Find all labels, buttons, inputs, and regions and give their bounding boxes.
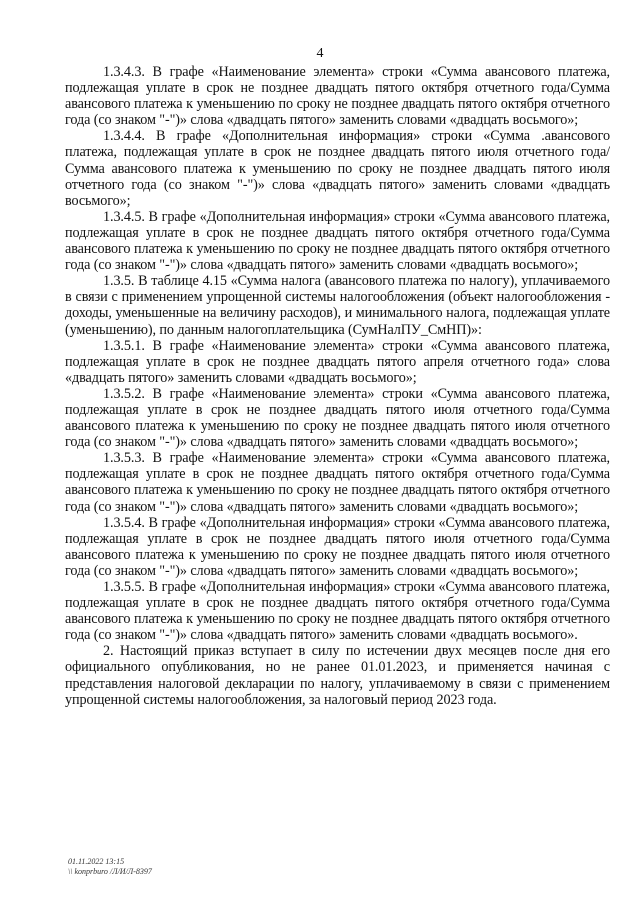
footer-timestamp: 01.11.2022 13:15 <box>68 857 125 866</box>
footer-stamp <box>68 857 152 877</box>
paragraph-1-3-5-5: 1.3.5.5. В графе «Дополнительная информация» строки «Сумма авансового платежа, подлежащая уплате в срок не позднее двадцать пятого октября отчетного года/Сумма авансового платежа к уменьшению по сроку не позднее двадцать пятого октября отчетного года (со знаком "-")» слова «двадцать пятого» заменить словами «двадцать восьмого». <box>65 579 610 644</box>
paragraph-2: 2. Настоящий приказ вступает в силу по истечении двух месяцев после дня его официального опубликования, но не ранее 01.01.2023, и применяется начиная с представления налоговой декларации по налогу, уплачиваемому в связи с применением упрощенной системы налогообложения, за налоговый период 2023 года. <box>65 643 610 708</box>
paragraph-1-3-4-3: 1.3.4.3. В графе «Наименование элемента» строки «Сумма авансового платежа, подлежащая уплате в срок не позднее двадцать пятого октября отчетного года/Сумма авансового платежа к уменьшению по сроку не позднее двадцать пятого октября отчетного года (со знаком "-")» слова «двадцать пятого» заменить словами «двадцать восьмого»; <box>65 64 610 129</box>
page-number: 4 <box>316 46 324 61</box>
paragraph-1-3-5-3: 1.3.5.3. В графе «Наименование элемента» строки «Сумма авансового платежа, подлежащая уплате в срок не позднее двадцать пятого октября отчетного года/Сумма авансового платежа к уменьшению по сроку не позднее двадцать пятого октября отчетного года (со знаком "-")» слова «двадцать пятого» заменить словами «двадцать восьмого»; <box>65 450 610 515</box>
document-body <box>65 64 610 708</box>
paragraph-1-3-4-5: 1.3.4.5. В графе «Дополнительная информация» строки «Сумма авансового платежа, подлежащая уплате в срок не позднее двадцать пятого октября отчетного года/Сумма авансового платежа к уменьшению по сроку не позднее двадцать пятого октября отчетного года (со знаком "-")» слова «двадцать пятого» заменить словами «двадцать восьмого»; <box>65 208 610 274</box>
paragraph-1-3-5-4: 1.3.5.4. В графе «Дополнительная информация» строки «Сумма авансового платежа, подлежащая уплате в срок не позднее двадцать пятого июля отчетного года/Сумма авансового платежа к уменьшению по сроку не позднее двадцать пятого июля отчетного года (со знаком "-")» слова «двадцать пятого» заменить словами «двадцать восьмого»; <box>65 514 610 579</box>
paragraph-1-3-5-1: 1.3.5.1. В графе «Наименование элемента» строки «Сумма авансового платежа, подлежащая уплате в срок не позднее двадцать пятого апреля отчетного года» слова «двадцать пятого» заменить словами «двадцать восьмого»; <box>65 337 610 386</box>
paragraph-1-3-5: 1.3.5. В таблице 4.15 «Сумма налога (авансового платежа по налогу), уплачиваемого в связи с применением упрощенной системы налогообложения (объект налогообложения - доходы, уменьшенные на величину расходов), и минимального налога, подлежащая уплате (уменьшению), по данным налогоплательщика (СумНалПУ_СмНП)»: <box>65 273 610 338</box>
footer-code: \\ konprburo /Л/И/Л-8397 <box>68 867 152 876</box>
paragraph-1-3-4-4: 1.3.4.4. В графе «Дополнительная информация» строки «Сумма .авансового платежа, подлежащая уплате в срок не позднее двадцать пятого июля отчетного года/Сумма авансового платежа к уменьшению по сроку не позднее двадцать пятого июля отчетного года (со знаком "-")» слова «двадцать пятого» заменить словами «двадцать восьмого»; <box>65 128 610 209</box>
paragraph-1-3-5-2: 1.3.5.2. В графе «Наименование элемента» строки «Сумма авансового платежа, подлежащая уплате в срок не позднее двадцать пятого июля отчетного года/Сумма авансового платежа к уменьшению по сроку не позднее двадцать пятого июля отчетного года (со знаком "-")» слова «двадцать пятого» заменить словами «двадцать восьмого»; <box>65 385 610 451</box>
